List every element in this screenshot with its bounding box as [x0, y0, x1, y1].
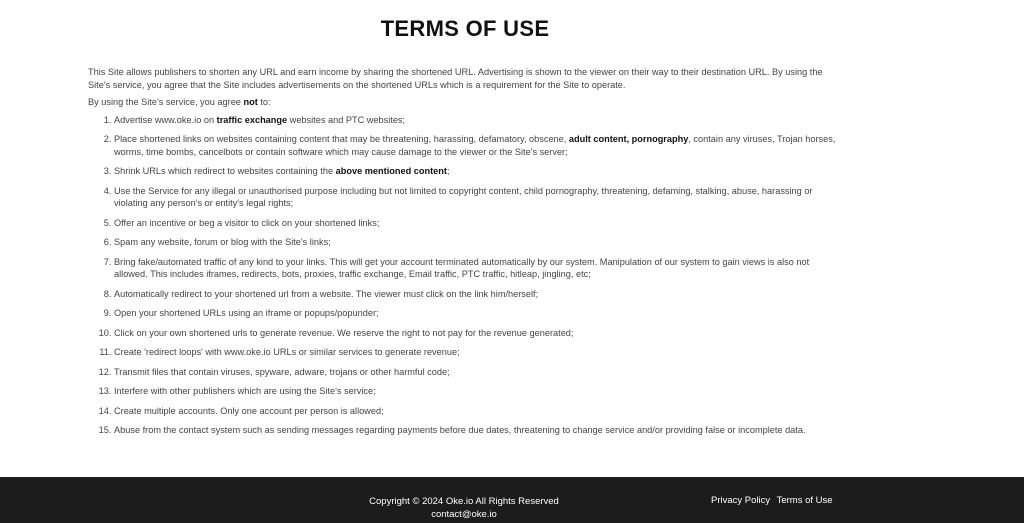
- list-item: 9. Open your shortened URLs using an iframe or popups/popunder;: [114, 307, 843, 320]
- footer-links: [711, 495, 837, 506]
- list-item: 4. Use the Service for any illegal or unauthorised purpose including but not limited to copyright content, child pornography, threatening, defaming, stalking, abuse, harassing or violating any person's or entity's legal rights;: [114, 185, 843, 210]
- terms-content: [88, 66, 843, 444]
- list-item: 15. Abuse from the contact system such as sending messages regarding payments before due dates, threatening to change service and/or providing false or incomplete data.: [114, 424, 843, 437]
- list-item: 10. Click on your own shortened urls to generate revenue. We reserve the right to not pay for the revenue generated;: [114, 327, 843, 340]
- list-item: 8. Automatically redirect to your shortened url from a website. The viewer must click on the link him/herself;: [114, 288, 843, 301]
- footer: [0, 477, 1024, 523]
- agree-paragraph: [88, 96, 843, 109]
- copyright-block: [364, 495, 564, 521]
- agree-prefix: By using the Site's service, you agree: [88, 97, 244, 107]
- agree-not: not: [243, 97, 258, 107]
- list-item: 12. Transmit files that contain viruses, spyware, adware, trojans or other harmful code;: [114, 366, 843, 379]
- copyright-text: Copyright © 2024 Oke.io All Rights Reserved: [369, 496, 559, 507]
- terms-list: [88, 114, 843, 437]
- privacy-policy-link[interactable]: Privacy Policy: [711, 495, 771, 506]
- list-item: 2. Place shortened links on websites containing content that may be threatening, harassing, defamatory, obscene, adult content, pornography, contain any viruses, Trojan horses, worms, time bombs, cancelbots or contain software which may cause damage to the viewer or the Site's server;: [114, 133, 843, 158]
- list-item: 5. Offer an incentive or beg a visitor to click on your shortened links;: [114, 217, 843, 230]
- intro-paragraph: This Site allows publishers to shorten any URL and earn income by sharing the shortened URL. Advertising is shown to the viewer on their way to their destination URL. By using the Site's service, you agree that the Site includes advertisements on the shortened URLs which is a requirement for the Site to operate.: [88, 67, 823, 90]
- page-title: TERMS OF USE: [380, 16, 550, 41]
- contact-email: contact@oke.io: [431, 509, 497, 520]
- list-item: 6. Spam any website, forum or blog with the Site's links;: [114, 236, 843, 249]
- agree-suffix: to:: [257, 97, 271, 107]
- terms-of-use-link[interactable]: Terms of Use: [776, 495, 833, 506]
- list-item: 1. Advertise www.oke.io on traffic exchange websites and PTC websites;: [114, 114, 843, 127]
- list-item: 7. Bring fake/automated traffic of any kind to your links. This will get your account terminated automatically by our system. Manipulation of our system to gain views is also not allowed. This includes iframes, redirects, bots, proxies, traffic exchange, Email traffic, PTC traffic, hitleap, jingling, etc;: [114, 256, 843, 281]
- list-item: 14. Create multiple accounts. Only one account per person is allowed;: [114, 405, 843, 418]
- list-item: 13. Interfere with other publishers which are using the Site's service;: [114, 385, 843, 398]
- list-item: 11. Create 'redirect loops' with www.oke.io URLs or similar services to generate revenue;: [114, 346, 843, 359]
- list-item: 3. Shrink URLs which redirect to websites containing the above mentioned content;: [114, 165, 843, 178]
